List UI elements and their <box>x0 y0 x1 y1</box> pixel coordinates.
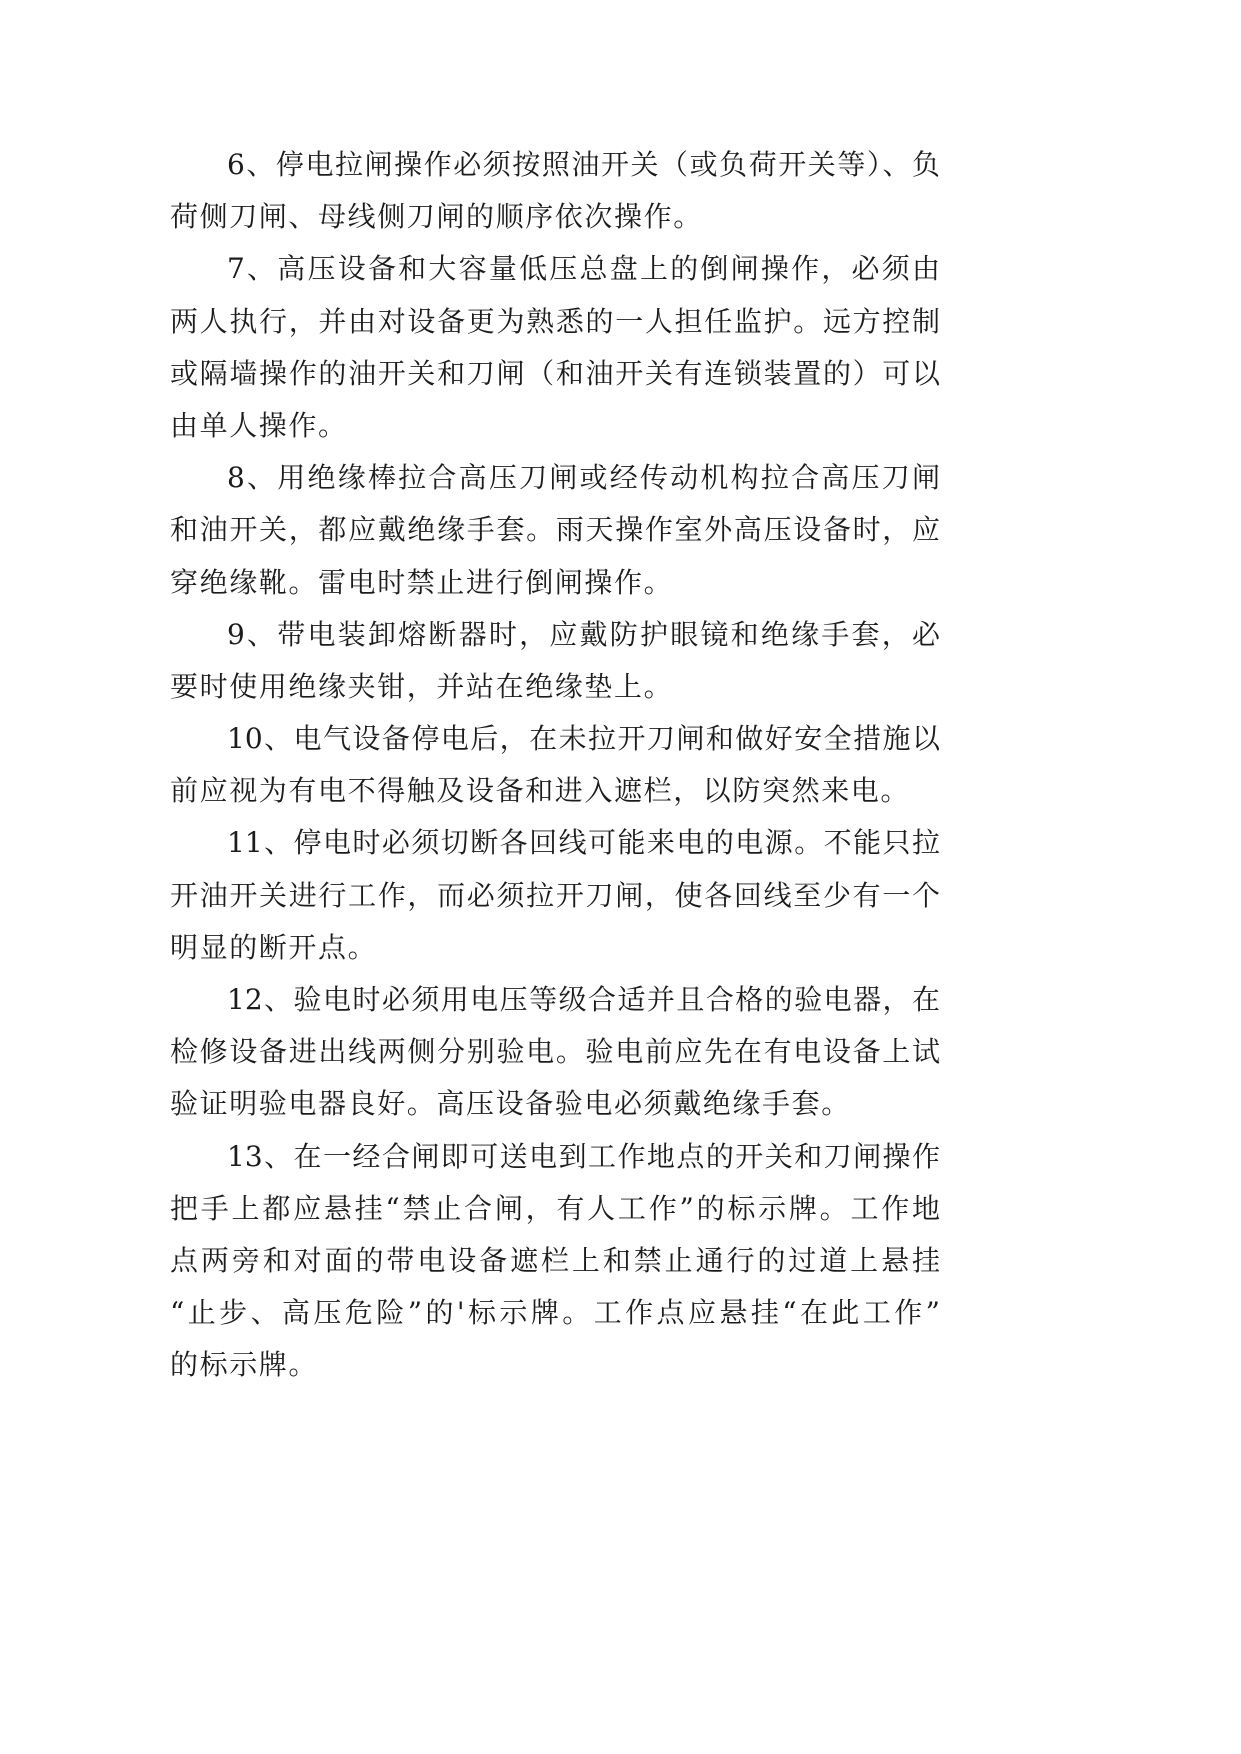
paragraph-line: 9、带电装卸熔断器时，应戴防护眼镜和绝缘手套，必 <box>227 617 940 651</box>
paragraph-line: 12、验电时必须用电压等级合适并且合格的验电器，在 <box>227 983 940 1016</box>
paragraph-line: 检修设备进出线两侧分别验电。验电前应先在有电设备上试 <box>170 1035 940 1069</box>
paragraph-line: 要时使用绝缘夹钳，并站在绝缘垫上。 <box>170 669 674 703</box>
paragraph-12 <box>170 974 940 1131</box>
paragraph-line: 或隔墙操作的油开关和刀闸（和油开关有连锁装置的）可以 <box>170 356 940 390</box>
paragraph-line: 和油开关，都应戴绝缘手套。雨天操作室外高压设备时，应 <box>170 513 940 547</box>
paragraph-line: 10、电气设备停电后，在未拉开刀闸和做好安全措施以 <box>227 722 940 756</box>
paragraph-line: 的标示牌。 <box>170 1348 319 1382</box>
paragraph-7 <box>170 243 940 452</box>
paragraph-line: 荷侧刀闸、母线侧刀闸的顺序依次操作。 <box>170 200 703 234</box>
paragraph-11 <box>170 817 940 974</box>
paragraph-10 <box>170 713 940 817</box>
paragraph-9 <box>170 609 940 713</box>
paragraph-line: “止步、高压危险”的'标示牌。工作点应悬挂“在此工作” <box>170 1296 940 1330</box>
paragraph-line: 明显的断开点。 <box>170 930 378 964</box>
paragraph-line: 前应视为有电不得触及设备和进入遮栏，以防突然来电。 <box>170 774 911 808</box>
paragraph-line: 8、用绝缘棒拉合高压刀闸或经传动机构拉合高压刀闸 <box>227 461 940 495</box>
paragraph-line: 11、停电时必须切断各回线可能来电的电源。不能只拉 <box>227 826 940 860</box>
paragraph-line: 点两旁和对面的带电设备遮栏上和禁止通行的过道上悬挂 <box>170 1243 940 1277</box>
paragraph-line: 穿绝缘靴。雷电时禁止进行倒闸操作。 <box>170 565 674 599</box>
paragraph-13 <box>170 1131 940 1392</box>
paragraph-line: 7、高压设备和大容量低压总盘上的倒闸操作，必须由 <box>227 252 940 286</box>
paragraph-line: 开油开关进行工作，而必须拉开刀闸，使各回线至少有一个 <box>170 878 940 912</box>
paragraph-line: 由单人操作。 <box>170 408 348 442</box>
paragraph-line: 13、在一经合闸即可送电到工作地点的开关和刀闸操作 <box>227 1139 940 1173</box>
paragraph-line: 把手上都应悬挂“禁止合闸，有人工作”的标示牌。工作地 <box>170 1191 940 1225</box>
paragraph-8 <box>170 452 940 609</box>
paragraph-6 <box>170 139 940 243</box>
paragraph-line: 验证明验电器良好。高压设备验电必须戴绝缘手套。 <box>170 1087 851 1121</box>
paragraph-line: 两人执行，并由对设备更为熟悉的一人担任监护。远方控制 <box>170 304 940 338</box>
document-body <box>170 139 940 1392</box>
paragraph-line: 6、停电拉闸操作必须按照油开关（或负荷开关等）、负 <box>227 148 940 181</box>
